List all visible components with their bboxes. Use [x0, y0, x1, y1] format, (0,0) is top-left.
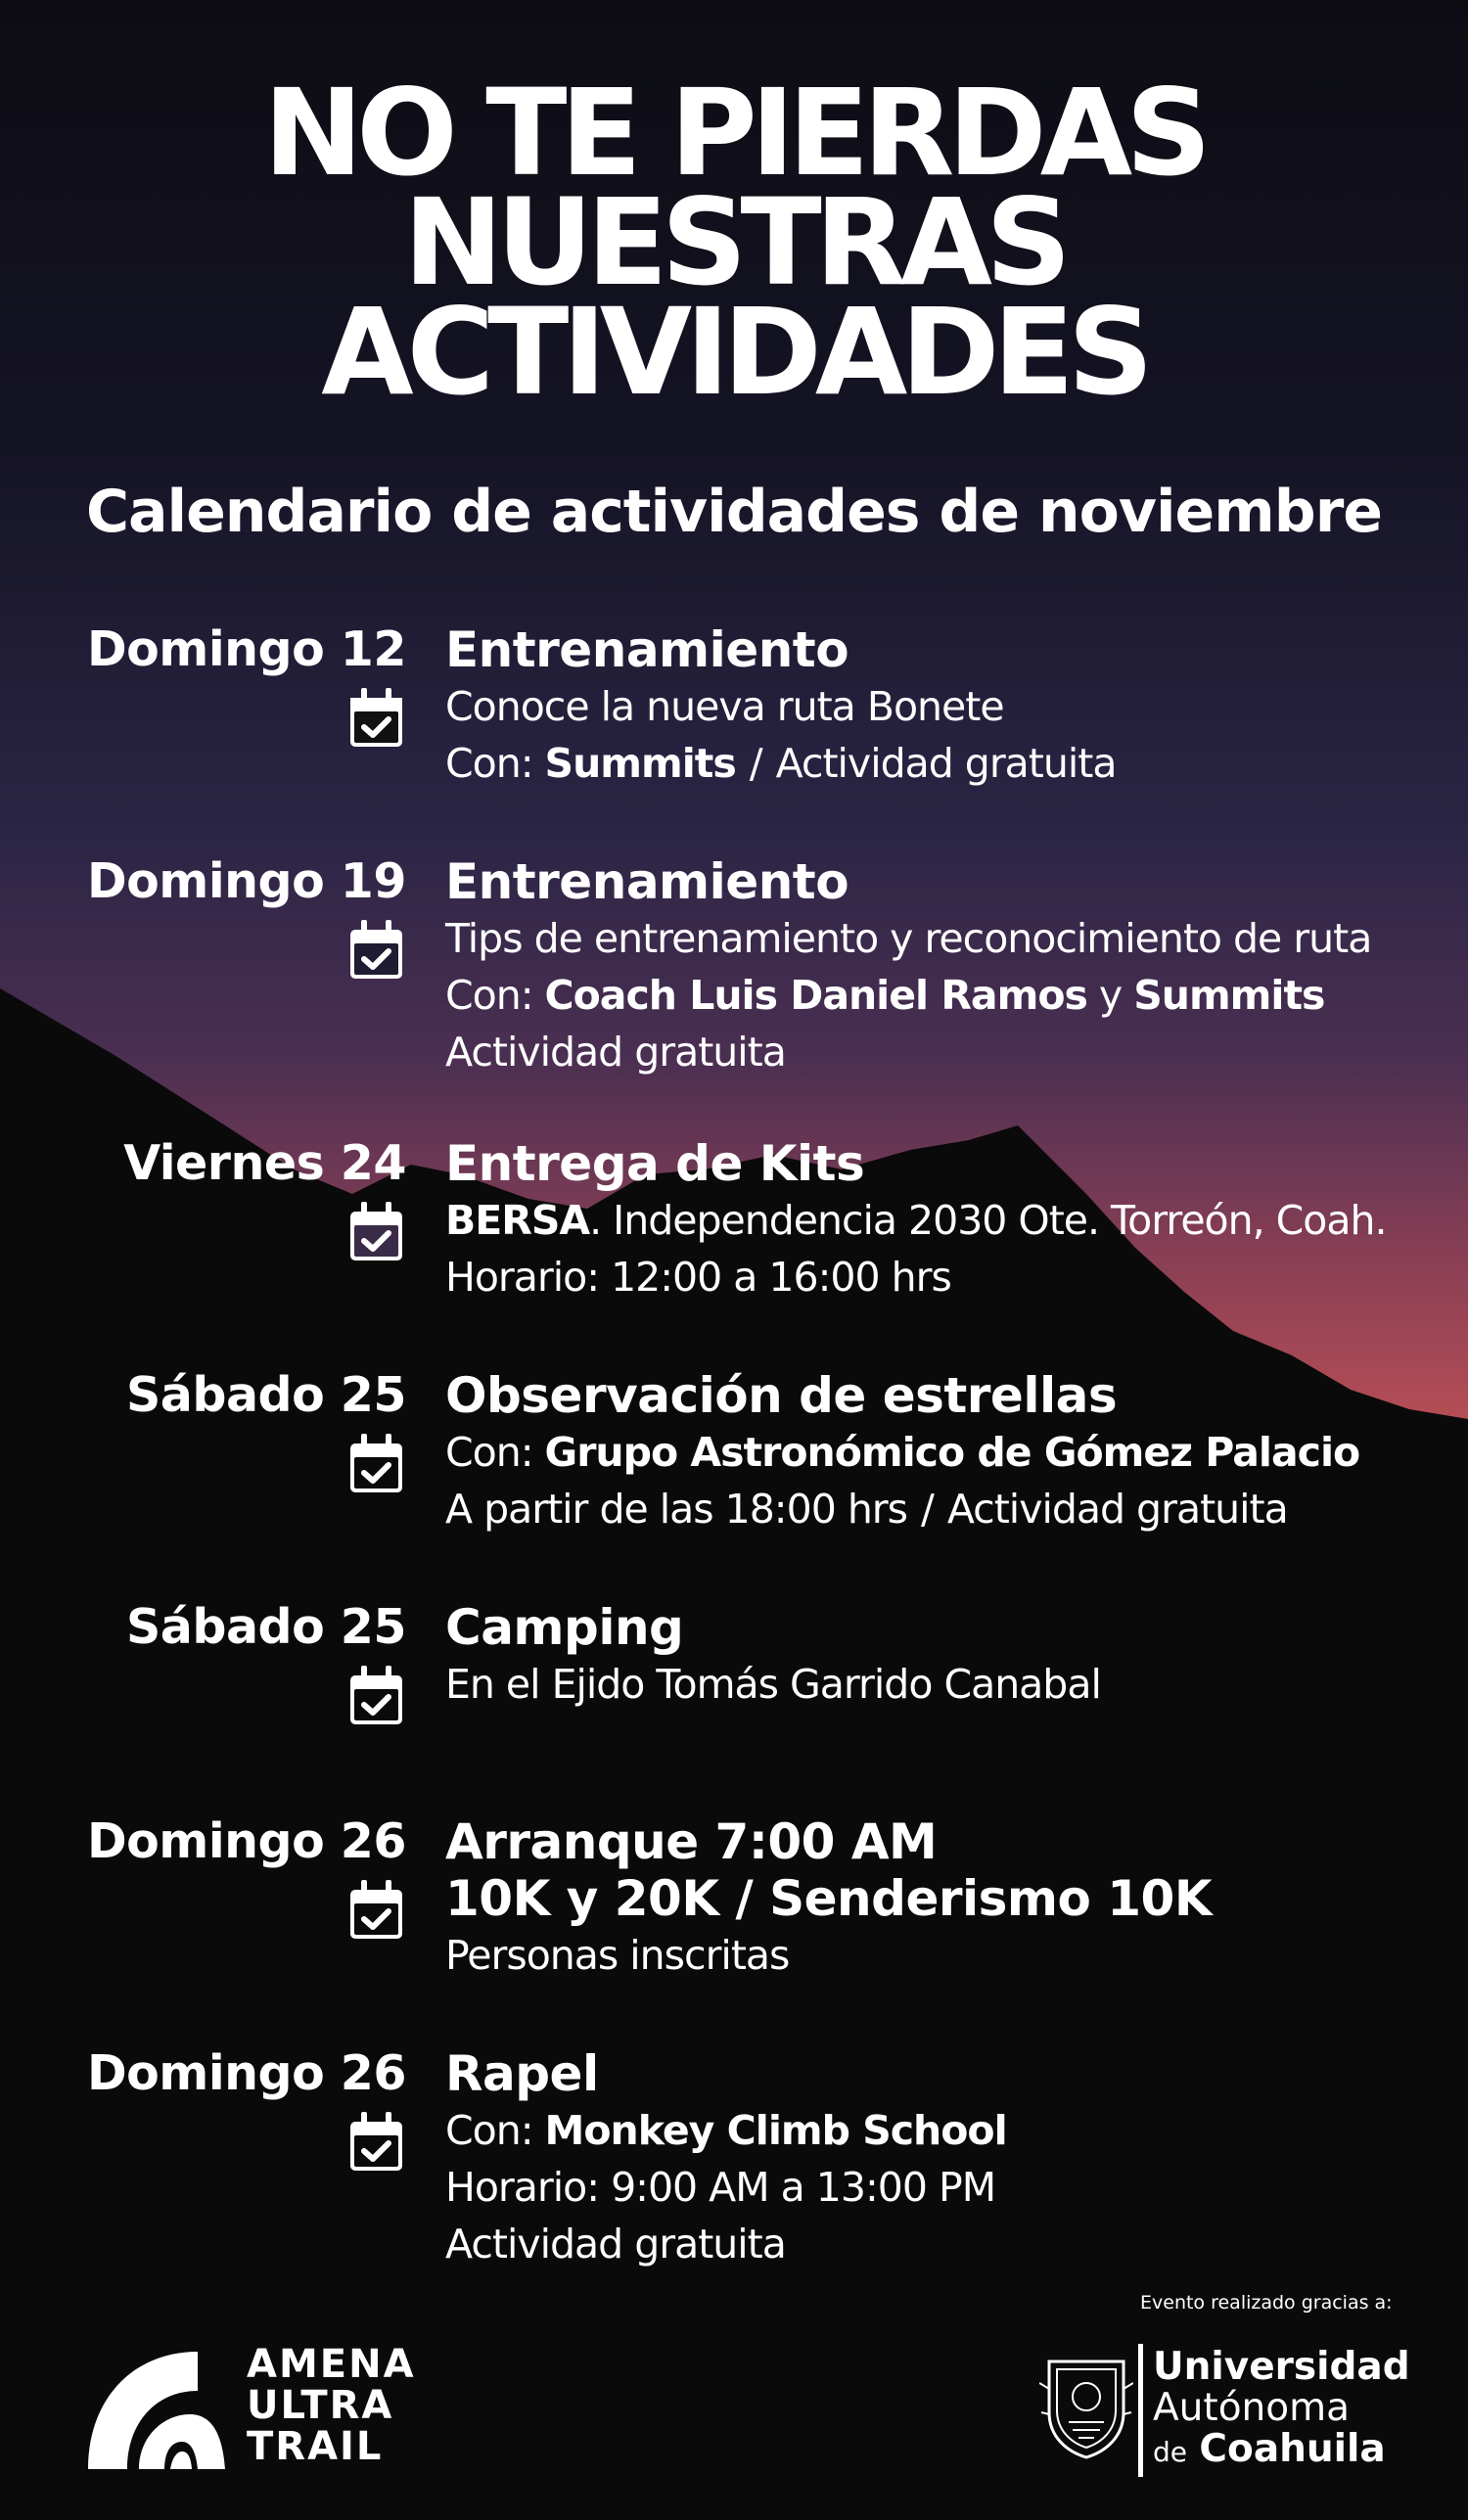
event-details — [445, 2045, 1463, 2272]
host-name: Monkey Climb School — [544, 2107, 1007, 2154]
event-title: Entrenamiento — [445, 853, 849, 910]
event-host-line — [445, 967, 1463, 1024]
host-name: Grupo Astronómico de Gómez Palacio — [544, 1429, 1360, 1476]
event-details — [445, 621, 1463, 792]
event-title: Camping — [445, 1599, 684, 1656]
calendar-check-icon — [348, 2112, 404, 2173]
host-name: Summits — [1133, 972, 1325, 1019]
host-prefix: Con: — [445, 972, 545, 1019]
host-name: Summits — [544, 740, 736, 787]
separator: / — [921, 1486, 934, 1533]
amena-line: TRAIL — [247, 2424, 384, 2469]
calendar-check-icon — [348, 1202, 404, 1262]
calendar-subtitle: Calendario de actividades de noviembre — [86, 478, 1382, 546]
amena-line: ULTRA — [247, 2383, 394, 2428]
event-date: Domingo 26 — [86, 1813, 406, 1869]
host-prefix: Con: — [445, 1429, 545, 1476]
calendar-check-icon — [348, 1434, 404, 1494]
event-date: Domingo 12 — [86, 621, 406, 677]
uadec-line-2: Autónoma — [1153, 2386, 1351, 2430]
event-host-line — [445, 1424, 1463, 1481]
price-note: Actividad gratuita — [946, 1486, 1288, 1533]
venue-name: BERSA — [445, 1197, 590, 1244]
host-name: Coach Luis Daniel Ramos — [544, 972, 1087, 1019]
price-note: Actividad gratuita — [445, 1029, 786, 1076]
event-schedule: Horario: 9:00 AM a 13:00 PM — [445, 2164, 996, 2211]
headline — [0, 64, 1468, 422]
uadec-wordmark — [1153, 2347, 1410, 2473]
event-details — [445, 1599, 1463, 1713]
event-host-line — [445, 2102, 1463, 2159]
headline-line-3: ACTIVIDADES — [321, 283, 1147, 422]
event-details — [445, 1367, 1463, 1537]
host-prefix: Con: — [445, 2107, 545, 2154]
event-description: Conoce la nueva ruta Bonete — [445, 683, 1004, 730]
event-title: Arranque 7:00 AM — [445, 1813, 938, 1870]
calendar-check-icon — [348, 1880, 404, 1941]
event-date: Sábado 25 — [126, 1599, 406, 1655]
event-date: Sábado 25 — [126, 1367, 406, 1423]
event-schedule: Horario: 12:00 a 16:00 hrs — [445, 1254, 951, 1301]
start-time: A partir de las 18:00 hrs — [445, 1486, 908, 1533]
event-schedule — [445, 1481, 1463, 1537]
price-note: Actividad gratuita — [775, 740, 1117, 787]
event-details — [445, 853, 1463, 1080]
calendar-check-icon — [348, 688, 404, 749]
event-categories: 10K y 20K / Senderismo 10K — [445, 1870, 1213, 1927]
calendar-check-icon — [348, 920, 404, 981]
host-prefix: Con: — [445, 740, 545, 787]
separator: / — [749, 740, 762, 787]
sponsor-credit: Evento realizado gracias a: — [1140, 2292, 1393, 2314]
event-title: Observación de estrellas — [445, 1367, 1118, 1424]
price-note: Actividad gratuita — [445, 2221, 786, 2268]
amena-ultra-trail-logo-icon — [80, 2344, 227, 2471]
amena-line: AMENA — [247, 2342, 416, 2387]
event-title: Entrega de Kits — [445, 1135, 865, 1192]
calendar-check-icon — [348, 1666, 404, 1726]
event-description: Tips de entrenamiento y reconocimiento de ruta — [445, 915, 1372, 962]
university-seal-icon — [1039, 2354, 1133, 2459]
uadec-de: de — [1153, 2436, 1187, 2468]
amena-wordmark — [247, 2344, 416, 2467]
event-details — [445, 1135, 1463, 1306]
headline-line-1: NO TE PIERDAS — [263, 64, 1205, 203]
logo-divider — [1138, 2344, 1143, 2477]
uadec-line-3: Coahuila — [1199, 2427, 1386, 2471]
uadec-line-1: Universidad — [1153, 2345, 1410, 2389]
event-title: Rapel — [445, 2045, 599, 2102]
event-date: Domingo 26 — [86, 2045, 406, 2101]
event-date: Domingo 19 — [86, 853, 406, 909]
headline-line-2: NUESTRAS — [403, 173, 1065, 312]
event-title: Entrenamiento — [445, 621, 849, 678]
event-details — [445, 1813, 1463, 1984]
venue-address: . Independencia 2030 Ote. Torreón, Coah. — [589, 1197, 1387, 1244]
event-host-line — [445, 735, 1463, 792]
event-location — [445, 1192, 1463, 1249]
host-conjunction: y — [1086, 972, 1134, 1019]
event-date: Viernes 24 — [123, 1135, 406, 1191]
event-audience: Personas inscritas — [445, 1932, 790, 1979]
event-location: En el Ejido Tomás Garrido Canabal — [445, 1661, 1101, 1708]
